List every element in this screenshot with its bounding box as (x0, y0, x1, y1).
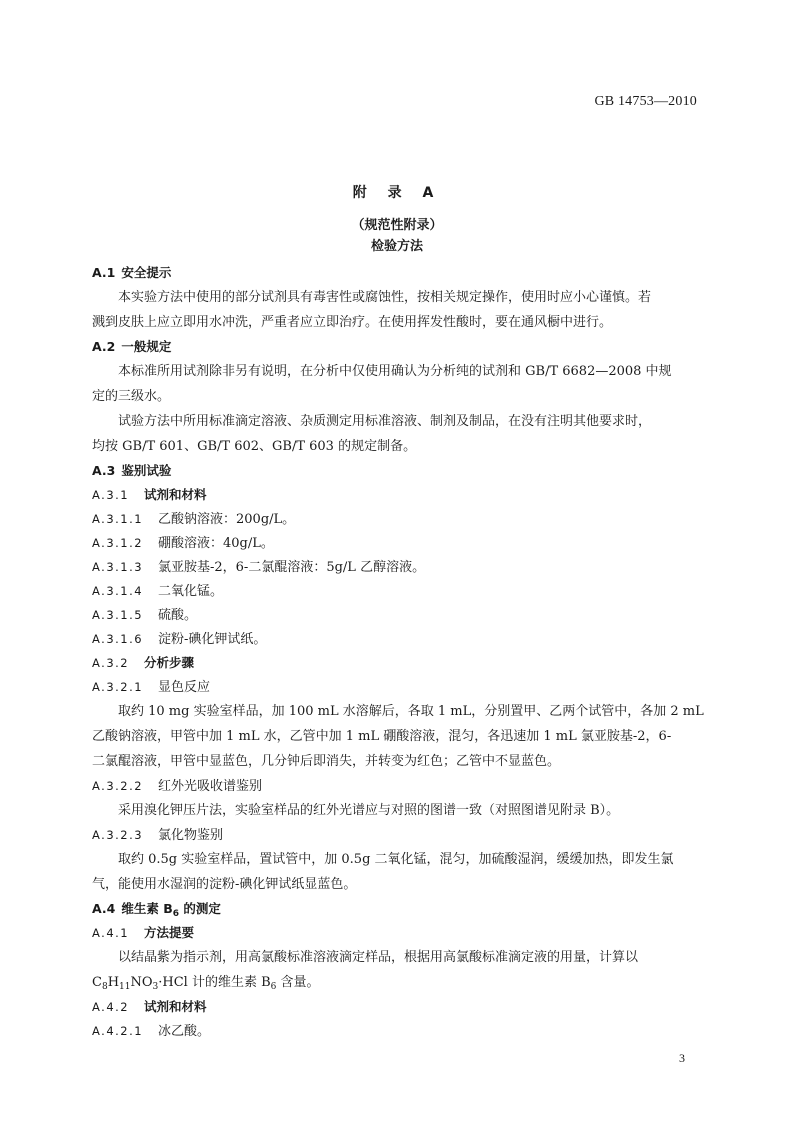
paragraph-line: 均按 GB/T 601、GB/T 602、GB/T 603 的规定制备。 (92, 439, 417, 454)
item-number: A.3.2.2 (92, 779, 144, 793)
subsection-label: 分析步骤 (144, 655, 195, 670)
formula-part: ·HCl 计的维生素 B (158, 975, 271, 990)
paragraph-color-reaction (92, 699, 702, 774)
paragraph-line: 取约 0.5g 实验室样品，置试管中，加 0.5g 二氧化锰，混匀，加硫酸湿润，缓缓加热，即发生氯 (118, 852, 674, 867)
item-number: A.3.1.3 (92, 560, 144, 574)
list-item-a311 (92, 507, 702, 531)
section-number: A.4 (92, 901, 116, 916)
section-label: 安全提示 (121, 265, 172, 280)
paragraph-line: 气，能使用水湿润的淀粉-碘化钾试纸显蓝色。 (92, 877, 357, 892)
subsection-label: 试剂和材料 (144, 999, 207, 1014)
formula-part: C (92, 975, 102, 990)
formula-part: H (107, 975, 120, 990)
subsection-label: 方法提要 (144, 925, 195, 940)
formula-part: 含量。 (276, 975, 320, 990)
item-text: 氯化物鉴别 (158, 828, 224, 843)
list-item-a313 (92, 555, 702, 579)
document-body (92, 182, 702, 1043)
list-item-a421 (92, 1019, 702, 1043)
section-label: 维生素 B (121, 901, 173, 916)
subsection-number: A.4.2 (92, 1000, 130, 1014)
standard-code: GB 14753—2010 (594, 94, 697, 109)
paragraph-safety (92, 285, 702, 335)
item-text: 冰乙酸。 (158, 1024, 211, 1039)
appendix-title: 附 录 A (352, 185, 442, 201)
paragraph-standard-solutions (92, 409, 702, 459)
subsection-heading-a42 (92, 995, 702, 1019)
paragraph-line: 溅到皮肤上应立即用水冲洗，严重者应立即治疗。在使用挥发性酸时，要在通风橱中进行。 (92, 315, 613, 330)
appendix-type: （规范性附录） (351, 218, 443, 233)
paragraph-chloride (92, 847, 702, 897)
item-text: 淀粉-碘化钾试纸。 (158, 632, 267, 647)
subsection-heading-a41 (92, 921, 702, 945)
item-number: A.3.1.6 (92, 632, 144, 646)
subsection-heading-a31 (92, 483, 702, 507)
paragraph-line: 取约 10 mg 实验室样品，加 100 mL 水溶解后，各取 1 mL，分别置甲、乙两个试管中，各加 2 mL (118, 704, 704, 719)
section-heading-a1 (92, 261, 702, 285)
list-item-a312 (92, 531, 702, 555)
subsection-number: A.4.1 (92, 926, 130, 940)
subsection-label: 试剂和材料 (144, 487, 207, 502)
section-number: A.3 (92, 463, 116, 478)
item-text: 二氧化锰。 (158, 584, 224, 599)
item-text: 氯亚胺基-2，6-二氯醌溶液：5g/L 乙醇溶液。 (158, 560, 426, 575)
subsection-number: A.3.1 (92, 488, 130, 502)
item-number: A.3.2.3 (92, 828, 144, 842)
item-number: A.4.2.1 (92, 1024, 144, 1038)
section-number: A.2 (92, 339, 116, 354)
list-item-a323 (92, 823, 702, 847)
section-heading-a3 (92, 459, 702, 483)
subscript: 3 (152, 982, 159, 992)
item-number: A.3.2.1 (92, 680, 144, 694)
paragraph-line: 乙酸钠溶液，甲管中加 1 mL 水，乙管中加 1 mL 硼酸溶液，混匀，各迅速加 1 mL 氯亚胺基-2，6- (92, 729, 672, 744)
item-number: A.3.1.4 (92, 584, 144, 598)
appendix-name: 检验方法 (370, 239, 423, 254)
item-number: A.3.1.2 (92, 536, 144, 550)
list-item-a321 (92, 675, 702, 699)
list-item-a314 (92, 579, 702, 603)
list-item-a315 (92, 603, 702, 627)
page-number: 3 (679, 1051, 685, 1065)
section-label: 一般规定 (121, 339, 172, 354)
paragraph-line: 二氯醌溶液，甲管中显蓝色，几分钟后即消失，并转变为红色；乙管中不显蓝色。 (92, 754, 561, 769)
item-number: A.3.1.5 (92, 608, 144, 622)
paragraph-line: 以结晶紫为指示剂，用高氯酸标准溶液滴定样品，根据用高氯酸标准滴定液的用量，计算以 (118, 950, 639, 965)
subscript: 6 (172, 909, 180, 919)
subscript: 8 (101, 982, 108, 992)
subsection-heading-a32 (92, 651, 702, 675)
item-text: 红外光吸收谱鉴别 (158, 779, 263, 794)
subscript: 11 (119, 982, 131, 992)
paragraph-line: 本实验方法中使用的部分试剂具有毒害性或腐蚀性，按相关规定操作，使用时应小心谨慎。若 (118, 290, 652, 305)
paragraph-line: 本标准所用试剂除非另有说明，在分析中仅使用确认为分析纯的试剂和 GB/T 6682—2008 中规 (118, 364, 672, 379)
paragraph-infrared (92, 798, 702, 823)
item-number: A.3.1.1 (92, 512, 144, 526)
item-text: 硼酸溶液：40g/L。 (158, 536, 274, 551)
paragraph-method-summary (92, 945, 702, 995)
paragraph-line: 采用溴化钾压片法，实验室样品的红外光谱应与对照的图谱一致（对照图谱见附录 B）。 (118, 803, 620, 818)
section-label-suffix: 的测定 (179, 901, 221, 916)
paragraph-reagents (92, 359, 702, 409)
section-label: 鉴别试验 (121, 463, 172, 478)
item-text: 硫酸。 (158, 608, 198, 623)
item-text: 显色反应 (158, 680, 211, 695)
subsection-number: A.3.2 (92, 656, 130, 670)
list-item-a316 (92, 627, 702, 651)
subscript: 6 (270, 982, 277, 992)
paragraph-line: 定的三级水。 (92, 389, 171, 404)
section-heading-a2 (92, 335, 702, 359)
item-text: 乙酸钠溶液：200g/L。 (158, 512, 296, 527)
section-number: A.1 (92, 265, 116, 280)
section-heading-a4 (92, 897, 702, 921)
paragraph-line: 试验方法中所用标准滴定溶液、杂质测定用标准溶液、制剂及制品，在没有注明其他要求时， (118, 414, 652, 429)
formula-line (92, 970, 702, 995)
formula-part: NO (130, 975, 153, 990)
list-item-a322 (92, 774, 702, 798)
